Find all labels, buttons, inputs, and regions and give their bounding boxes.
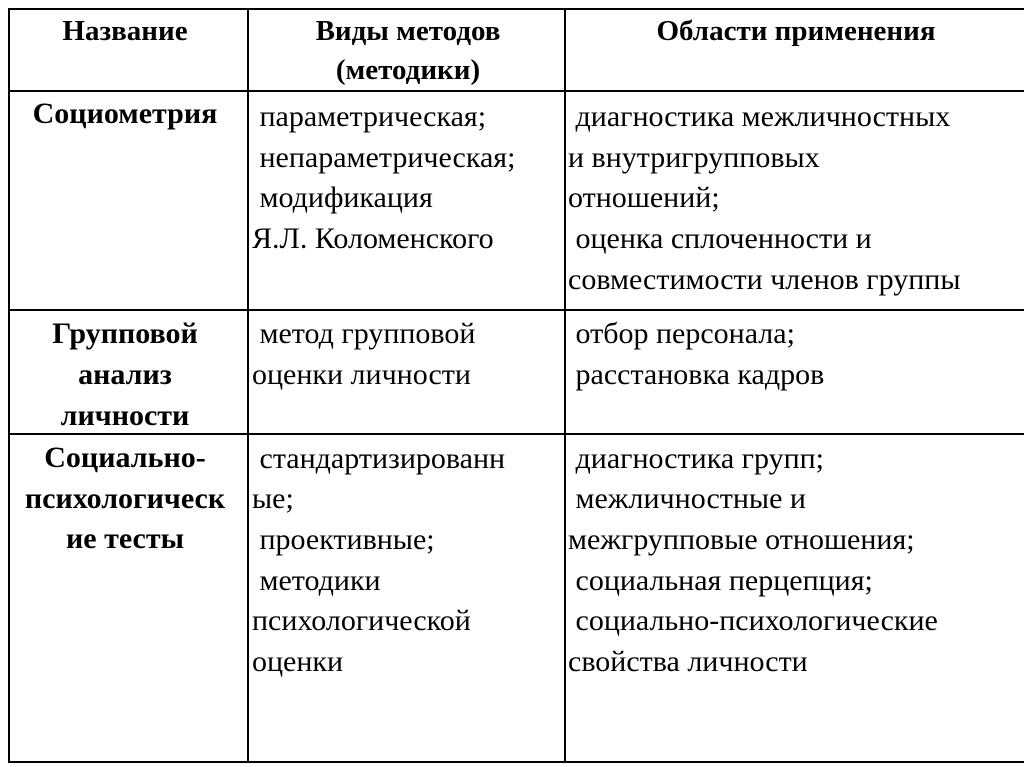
area-item: отношений; xyxy=(568,181,720,214)
area-item: диагностика групп; xyxy=(568,442,825,475)
area-item: свойства личности xyxy=(568,645,808,678)
row-name: анализ xyxy=(78,358,172,391)
method-item: психологической xyxy=(252,604,471,637)
area-item: межгрупповые отношения; xyxy=(568,523,915,556)
area-item: оценка сплоченности и xyxy=(568,222,872,255)
row-name: личности xyxy=(60,399,190,432)
area-item: социальная перцепция; xyxy=(568,564,873,597)
row-name: психологическ xyxy=(24,482,226,515)
column-divider xyxy=(247,8,249,763)
method-item: оценки xyxy=(252,645,344,678)
column-divider xyxy=(564,8,566,763)
method-item: проективные; xyxy=(252,523,435,556)
table-border-top xyxy=(8,8,1024,10)
area-item: отбор персонала; xyxy=(568,317,795,350)
area-item: расстановка кадров xyxy=(568,358,825,391)
area-item: совместимости членов группы xyxy=(568,263,961,296)
method-item: ые; xyxy=(252,482,294,515)
method-item: метод групповой xyxy=(252,317,476,350)
area-item: социально-психологические xyxy=(568,604,938,637)
method-item: методики xyxy=(252,564,381,597)
area-item: и внутригрупповых xyxy=(568,141,820,174)
method-item: параметрическая; xyxy=(252,100,487,133)
method-item: оценки личности xyxy=(252,358,471,391)
method-item: стандартизированн xyxy=(252,442,506,475)
table-border-bottom xyxy=(8,761,1024,763)
row-name: ие тесты xyxy=(66,522,184,555)
row-name: Социально- xyxy=(44,441,206,474)
area-item: межличностные и xyxy=(568,482,806,515)
row-name: Групповой xyxy=(52,317,198,350)
header-application-areas: Области применения xyxy=(656,15,936,47)
method-item: непараметрическая; xyxy=(252,141,516,174)
method-item: Я.Л. Коломенского xyxy=(252,222,494,255)
header-method-types: Виды методов xyxy=(315,15,501,47)
method-item: модификация xyxy=(252,181,433,214)
row-name: Социометрия xyxy=(32,97,218,130)
header-method-types: (методики) xyxy=(335,54,481,86)
row-divider xyxy=(8,309,1024,311)
header-name: Название xyxy=(62,15,188,47)
area-item: диагностика межличностных xyxy=(568,100,951,133)
